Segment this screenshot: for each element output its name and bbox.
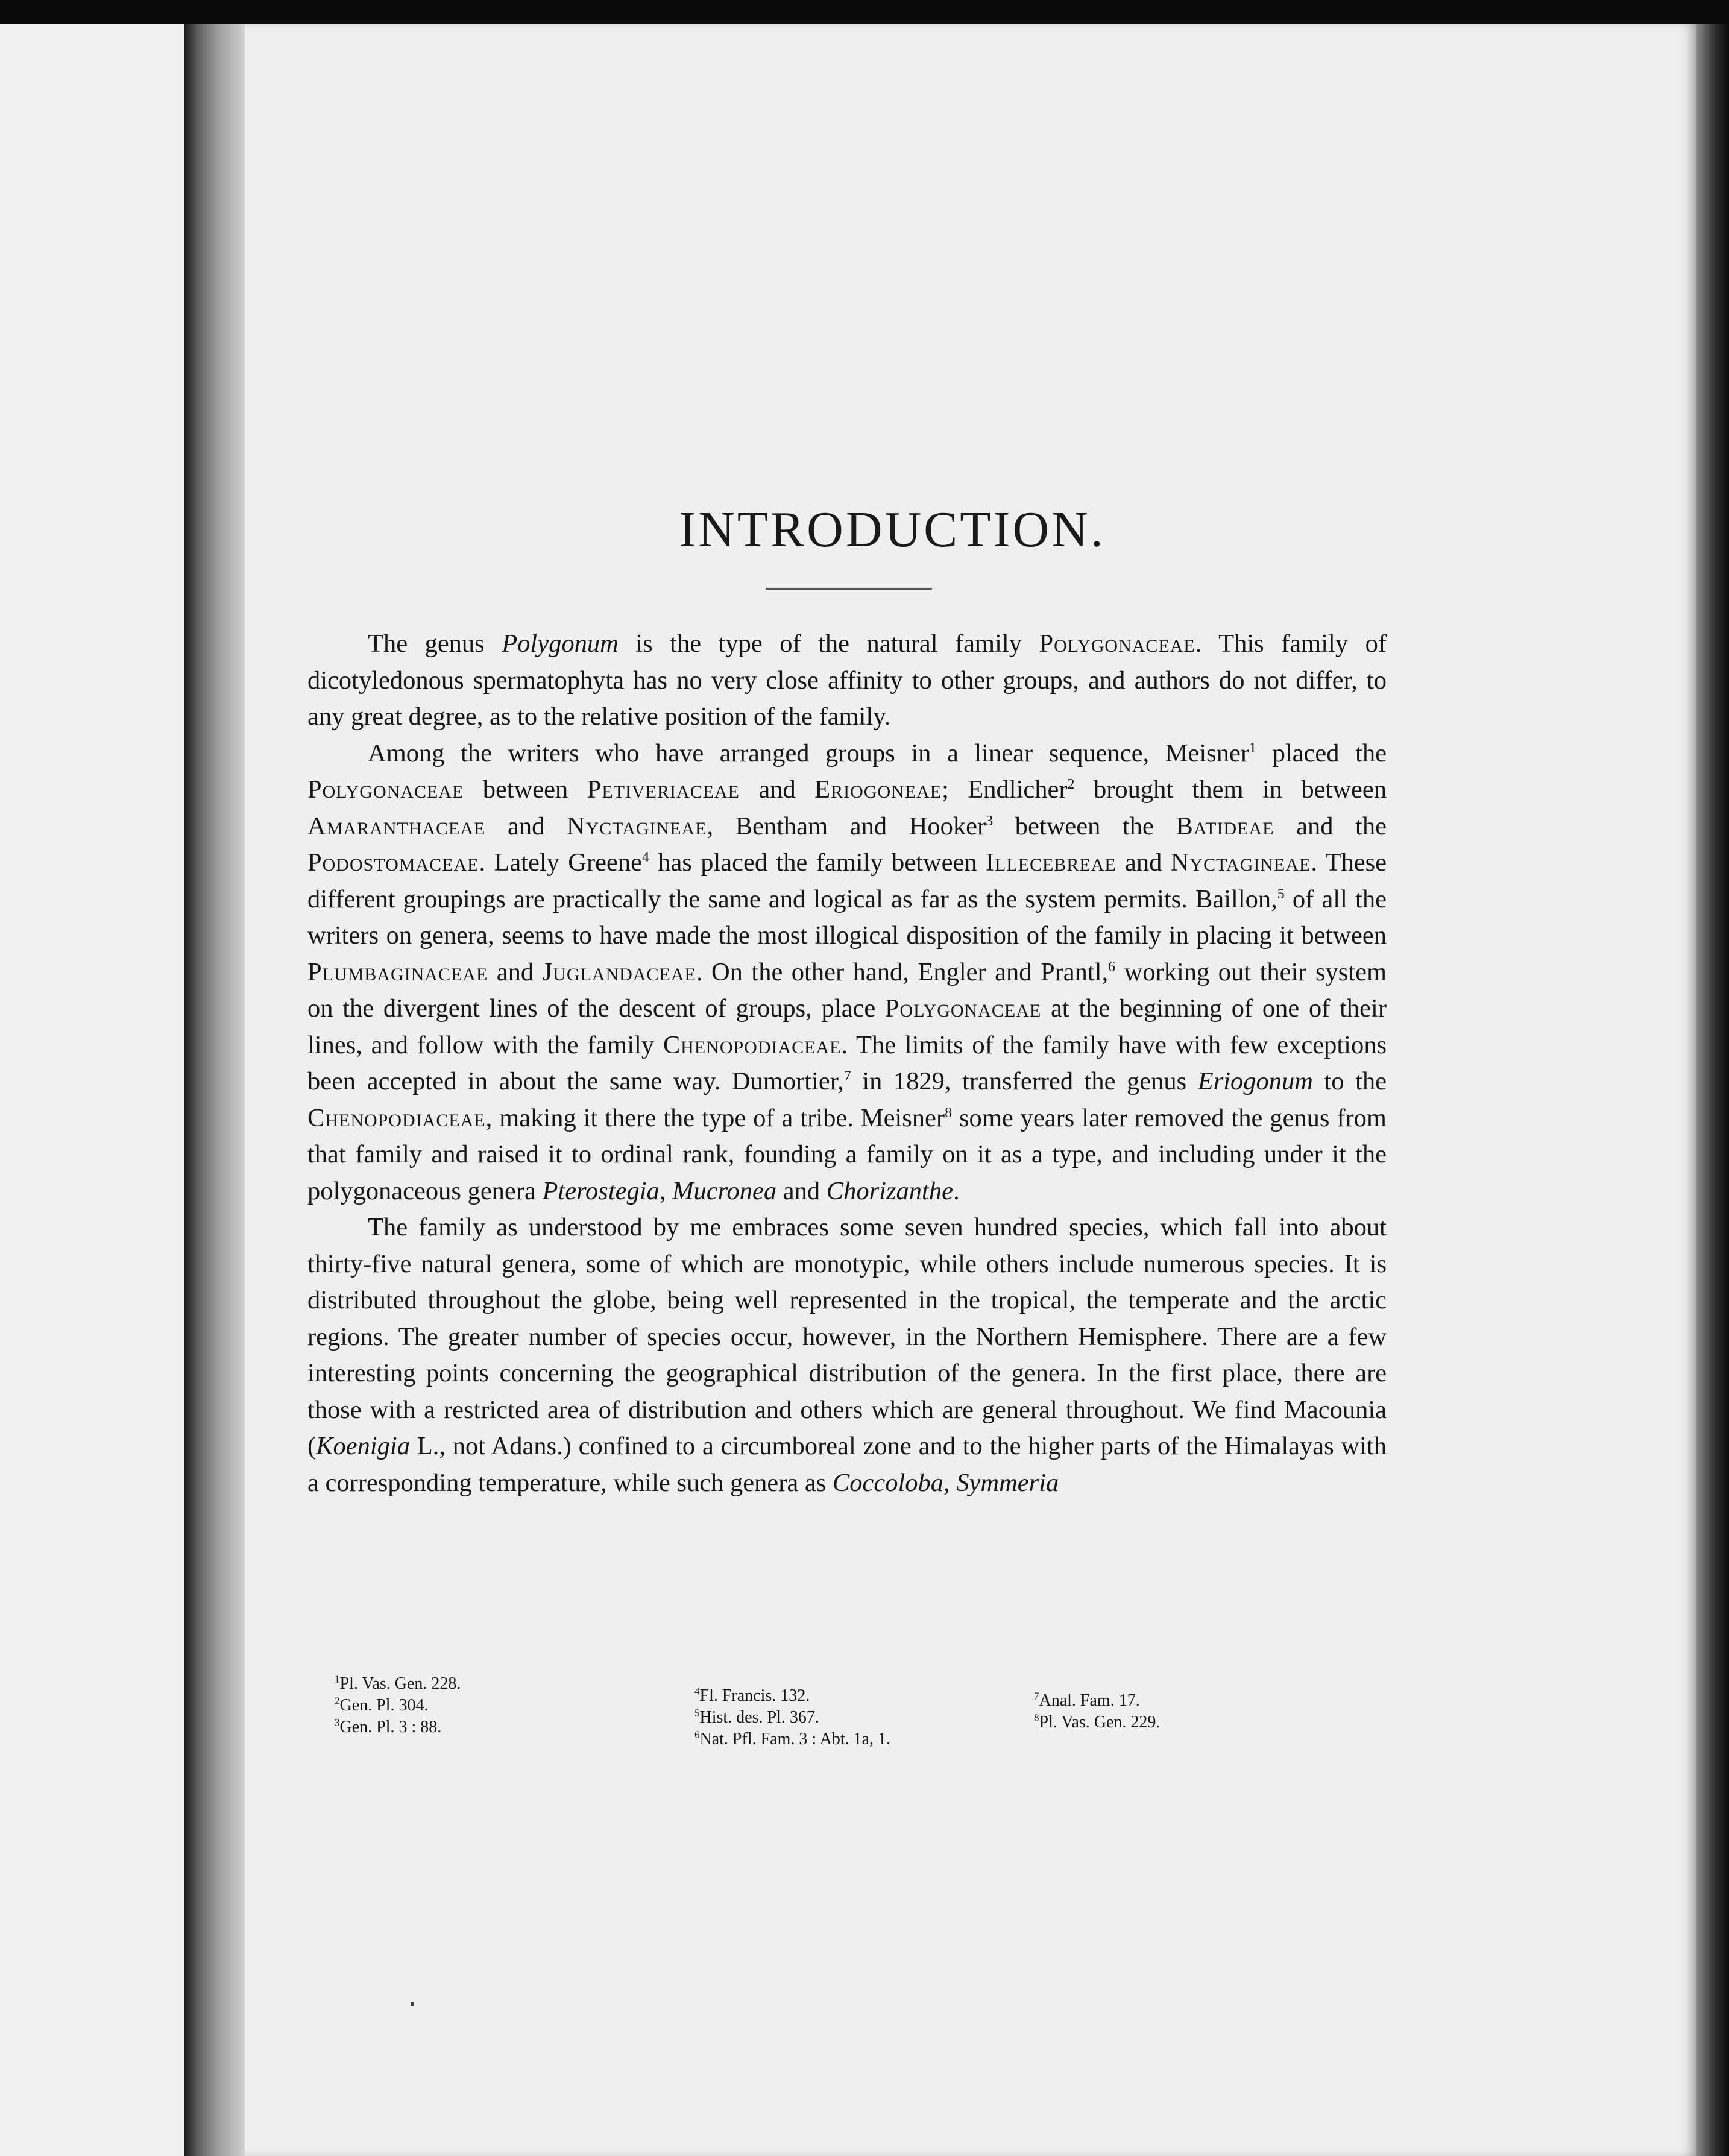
text-run: , making it there the type of a tribe. Meisner — [485, 1103, 945, 1132]
genus-name: Koenigia — [316, 1432, 410, 1460]
text-run: some years later removed the genus from that family and raised it to ordinal rank, founding a family on it as a type, and including under it the polygonaceous genera — [307, 1103, 1387, 1205]
footnote — [335, 1716, 461, 1738]
footnote-marker: 2 — [1067, 776, 1075, 792]
footnote — [694, 1707, 890, 1729]
text-run: at the beginning of one of their lines, and follow with the family — [307, 994, 1387, 1059]
footnote-text: Anal. Fam. 17. — [1039, 1691, 1140, 1710]
family-name: Juglandaceae — [542, 957, 696, 986]
footnote — [1034, 1690, 1160, 1712]
footnote-text: Gen. Pl. 3 : 88. — [339, 1718, 442, 1736]
family-name: Polygonaceae — [307, 775, 464, 804]
family-name: Nyctagineae — [566, 812, 707, 840]
text-run: Among the writers who have arranged groups in a linear sequence, Meisner — [368, 739, 1249, 768]
genus-name: Coccoloba — [832, 1468, 944, 1497]
family-name: Petiveriaceae — [587, 775, 740, 804]
footnote-marker: 4 — [641, 849, 649, 865]
footnote-column-3 — [1034, 1690, 1160, 1733]
page-edge-shadow — [1696, 24, 1729, 2156]
text-run: , — [943, 1468, 957, 1497]
text-run: and — [488, 957, 543, 986]
footnote-text: Pl. Vas. Gen. 228. — [339, 1674, 461, 1693]
genus-name: Mucronea — [672, 1176, 777, 1205]
book-gutter — [184, 24, 245, 2156]
family-name: Eriogoneae — [814, 775, 942, 804]
footnote-number: 6 — [694, 1729, 700, 1741]
footnote-number: 8 — [1034, 1712, 1039, 1724]
scan-speck — [411, 2002, 414, 2006]
footnote — [335, 1695, 461, 1716]
page-title: INTRODUCTION. — [679, 502, 1106, 558]
text-run: The family as understood by me embraces some seven hundred species, which fall into about thirty-five natural genera, some of which are monotypic, while others include numerous species. It is distributed throughout the globe, being well represented in the tropical, the temperate and the arctic regions. The greater number of species occur, however, in the Northern Hemisphere. There are a few interesting points concerning the geographical distribution of the genera. In the first place, there are those with a restricted area of distribution and others which are general throughout. We find Macounia ( — [307, 1213, 1387, 1460]
genus-name: Symmeria — [956, 1468, 1059, 1497]
family-name: Illecebreae — [985, 848, 1116, 877]
genus-name: Eriogonum — [1197, 1067, 1313, 1095]
text-run: brought them in between — [1074, 775, 1387, 804]
text-run: working out their system on the divergent lines of the descent of groups, place — [307, 957, 1387, 1023]
footnote-number: 2 — [335, 1695, 340, 1707]
text-run: . The limits of the family have with few exceptions been accepted in about the same way. Dumortier, — [307, 1030, 1387, 1095]
footnote-text: Nat. Pfl. Fam. 3 : Abt. 1a, 1. — [699, 1730, 891, 1748]
footnote-marker: 1 — [1249, 740, 1256, 756]
footnote-text: Hist. des. Pl. 367. — [699, 1708, 819, 1727]
footnote-number: 7 — [1034, 1690, 1039, 1702]
family-name: Chenopodiaceae — [307, 1103, 486, 1132]
family-name: Polygonaceae — [884, 994, 1042, 1023]
text-run: , — [659, 1176, 673, 1205]
text-run: is the type of the natural family — [618, 629, 1039, 658]
text-run: ; Endlicher — [942, 775, 1068, 804]
left-page-edge — [0, 24, 184, 2156]
footnote-column-1 — [335, 1673, 461, 1738]
text-run: between — [464, 775, 587, 804]
footnote — [694, 1685, 890, 1707]
family-name: Polygonaceae — [1039, 629, 1195, 658]
footnote-text: Gen. Pl. 304. — [339, 1696, 429, 1715]
genus-name: Polygonum — [502, 629, 619, 658]
footnote-text: Fl. Francis. 132. — [699, 1686, 810, 1705]
text-run: placed the — [1256, 739, 1387, 768]
page-content — [307, 500, 1387, 1501]
family-name: Podostomaceae — [307, 848, 479, 877]
footnote — [335, 1673, 461, 1695]
paragraph-3 — [307, 1209, 1387, 1501]
footnote-marker: 6 — [1108, 959, 1116, 975]
text-run: and — [776, 1176, 827, 1205]
footnote-number: 1 — [335, 1673, 340, 1685]
family-name: Batideae — [1176, 812, 1274, 840]
text-run: The genus — [368, 629, 502, 658]
text-run: . — [953, 1176, 960, 1205]
text-run: has placed the family between — [649, 848, 986, 877]
text-run: . Lately Greene — [479, 848, 642, 877]
footnote-number: 4 — [694, 1685, 700, 1697]
family-name: Plumbaginaceae — [307, 957, 488, 986]
text-run: . This family of dicotyledonous spermatophyta has no very close affinity to other groups, and authors do not differ, to any great degree, as to the relative position of the family. — [307, 629, 1387, 731]
footnote-number: 5 — [694, 1707, 700, 1719]
text-run: between the — [993, 812, 1176, 840]
text-run: . On the other hand, Engler and Prantl, — [696, 957, 1109, 986]
text-run: and — [739, 775, 815, 804]
text-run: of all the writers on genera, seems to have made the most illogical disposition of the family in placing it between — [307, 884, 1387, 950]
text-run: in 1829, transferred the genus — [851, 1067, 1198, 1095]
footnote-text: Pl. Vas. Gen. 229. — [1039, 1713, 1161, 1732]
footnote-marker: 7 — [843, 1068, 851, 1084]
title-rule — [766, 588, 932, 590]
footnote-marker: 8 — [945, 1105, 953, 1121]
footnote-column-2 — [694, 1685, 890, 1750]
text-run: and — [485, 812, 567, 840]
text-run: and — [1116, 848, 1171, 877]
text-run: , Bentham and Hooker — [707, 812, 986, 840]
text-run: and the — [1274, 812, 1387, 840]
footnote-marker: 3 — [986, 813, 994, 829]
family-name: Amaranthaceae — [307, 812, 486, 840]
body-text — [307, 626, 1387, 1501]
footnote — [1034, 1712, 1160, 1733]
genus-name: Chorizanthe — [826, 1176, 953, 1205]
text-run: to the — [1312, 1067, 1387, 1095]
text-run: . These different groupings are practically the same and logical as far as the system permits. Baillon, — [307, 848, 1387, 913]
footnote-number: 3 — [335, 1716, 340, 1729]
footnote — [694, 1729, 890, 1750]
family-name: Chenopodiaceae — [663, 1030, 842, 1059]
text-run: L., not Adans.) confined to a circumboreal zone and to the higher parts of the Himalayas with a corresponding temperature, while such genera as — [307, 1432, 1387, 1497]
footnote-marker: 5 — [1277, 886, 1285, 902]
genus-name: Pterostegia — [542, 1176, 660, 1205]
paragraph-1 — [307, 626, 1387, 736]
paragraph-2 — [307, 736, 1387, 1210]
family-name: Nyctagineae — [1170, 848, 1311, 877]
